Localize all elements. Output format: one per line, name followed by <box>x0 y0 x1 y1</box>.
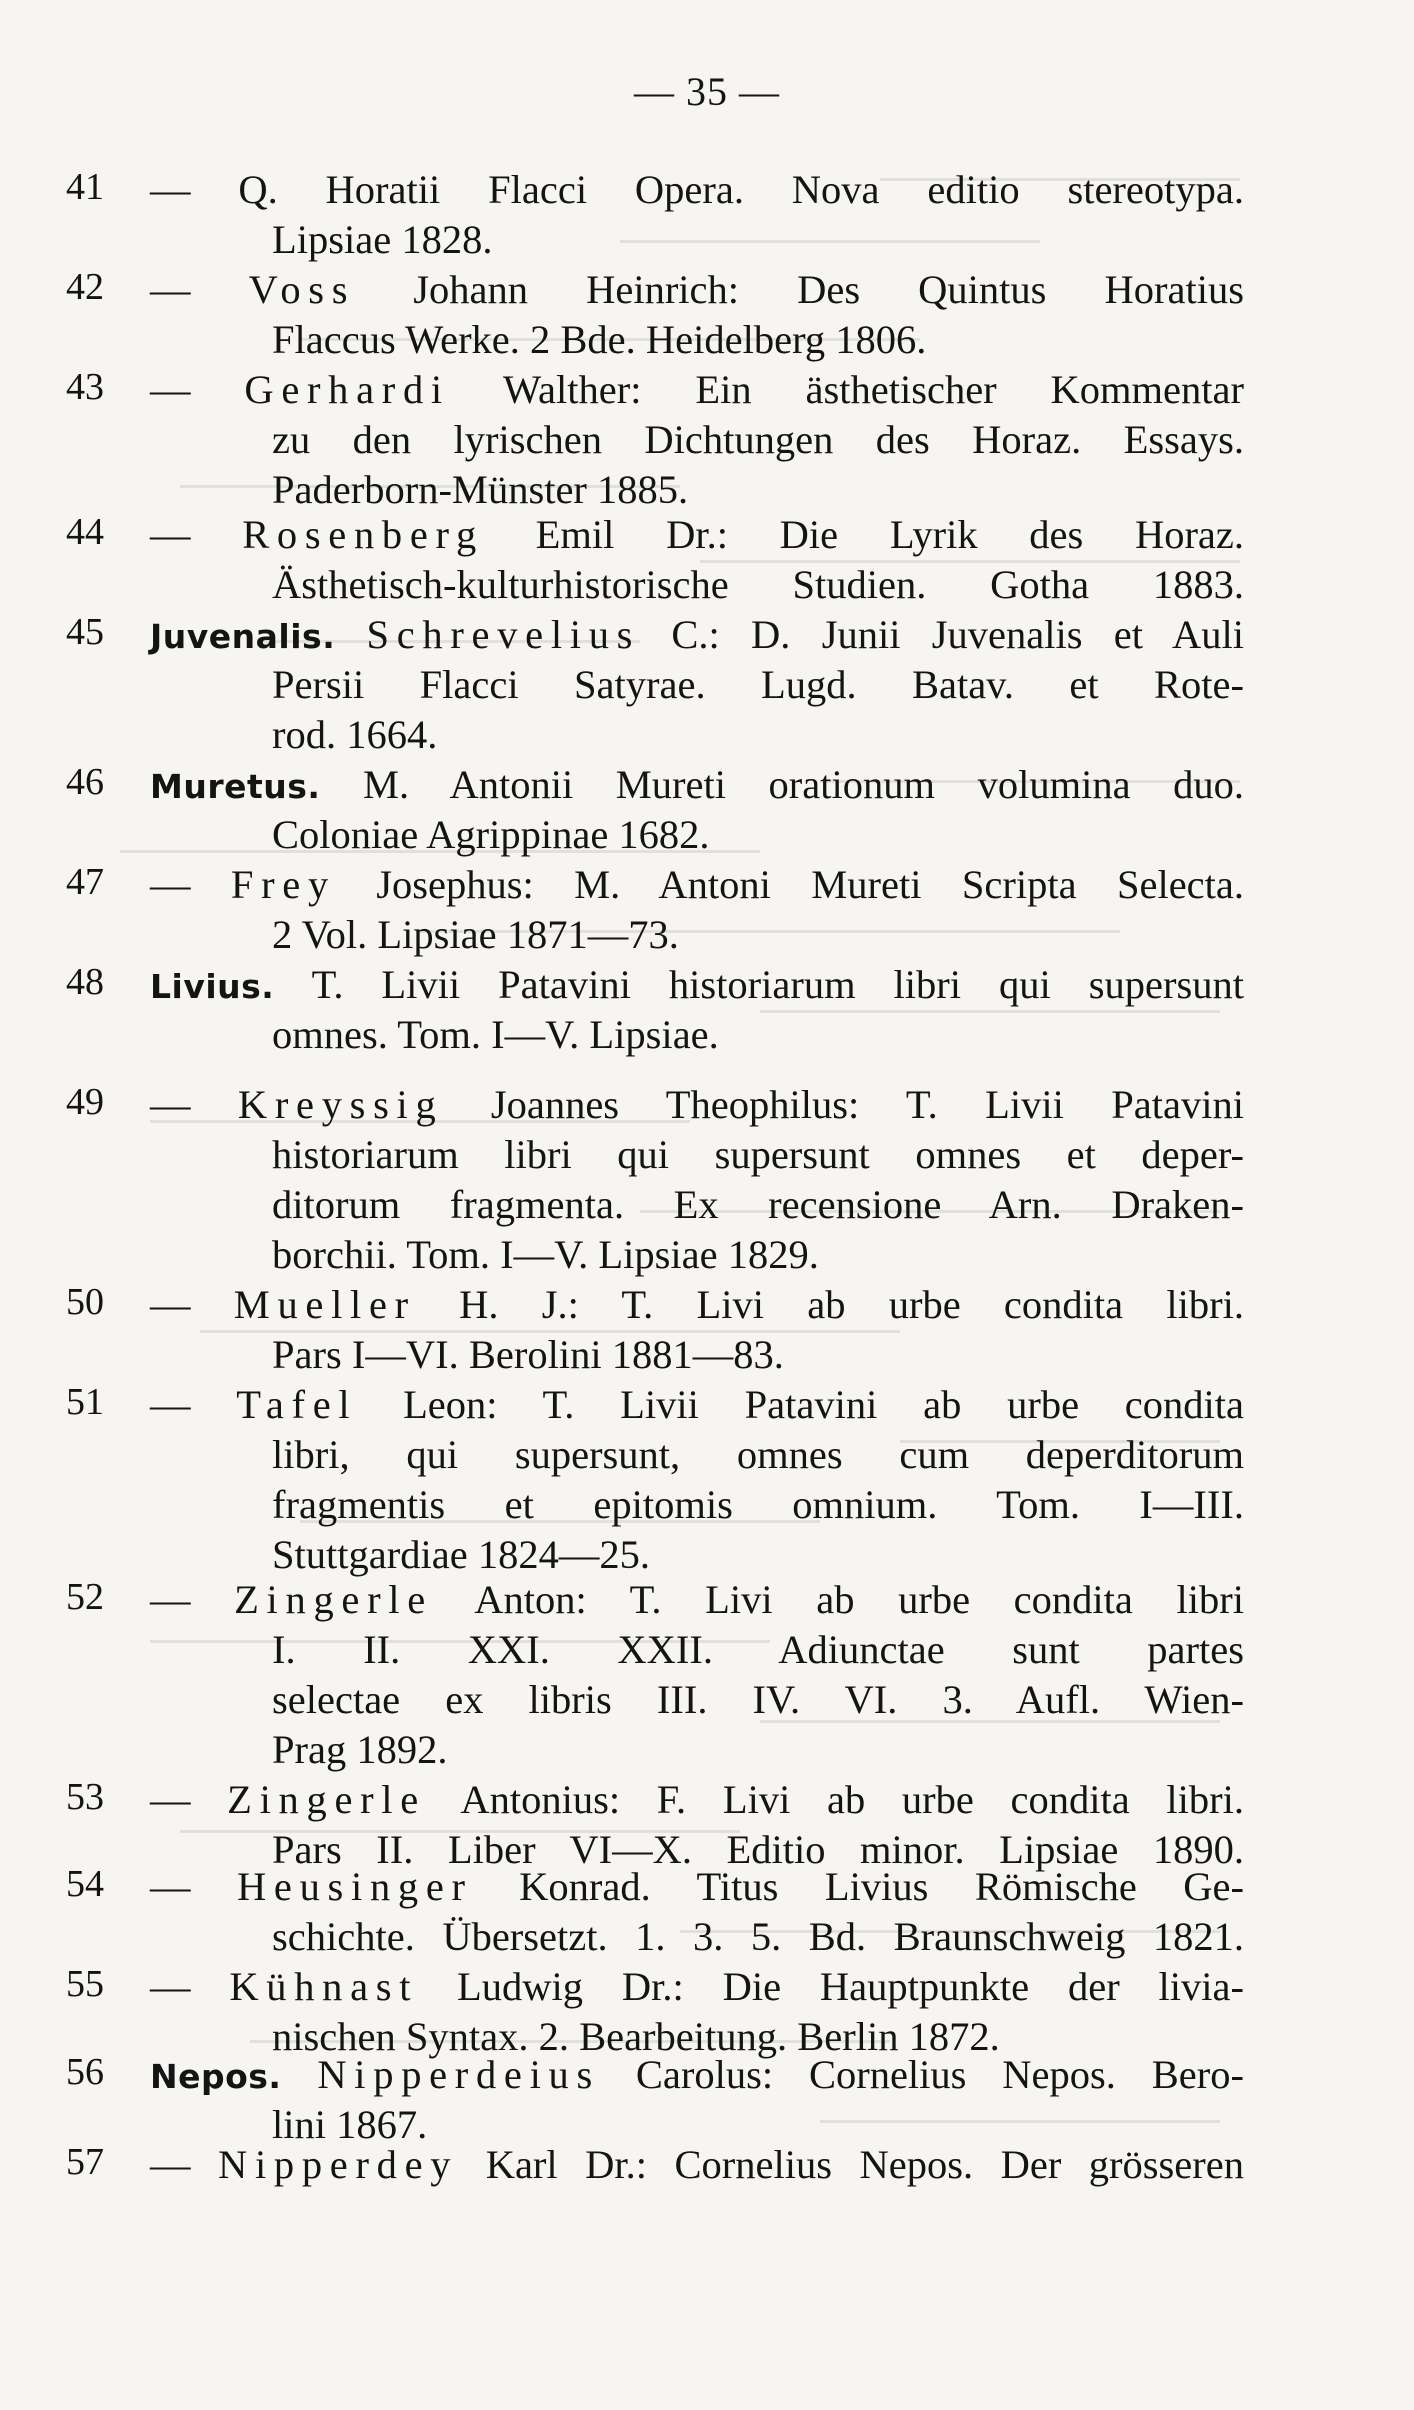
entry-number: 48 <box>66 961 104 1003</box>
entry-line: fragmentis et epitomis omnium. Tom. I—III. <box>272 1482 1244 1527</box>
entry-line: nischen Syntax. 2. Bearbeitung. Berlin 1872. <box>272 2014 1000 2059</box>
entry-number: 55 <box>66 1963 104 2005</box>
entry-text: Q. Horatii Flacci Opera. Nova editio stereotypa. <box>238 167 1244 212</box>
entry-number: 41 <box>66 166 104 208</box>
entry-line: historiarum libri qui supersunt omnes et deper- <box>272 1132 1244 1177</box>
entry-line: zu den lyrischen Dichtungen des Horaz. Essays. <box>272 417 1244 462</box>
entry-first-line <box>150 610 1244 660</box>
entry-line: schichte. Übersetzt. 1. 3. 5. Bd. Braunschweig 1821. <box>272 1914 1244 1959</box>
entry-number: 50 <box>66 1281 104 1323</box>
entry-first-line <box>150 2140 1244 2190</box>
entry-line: rod. 1664. <box>272 712 438 757</box>
entry-text: Joannes Theophilus: T. Livii Patavini <box>443 1082 1244 1127</box>
author-name: Schrevelius <box>366 612 641 657</box>
entry-line: Pars I—VI. Berolini 1881—83. <box>272 1332 784 1377</box>
entry-first-line <box>150 1862 1244 1912</box>
entry-text: Carolus: Cornelius Nepos. Bero- <box>599 2052 1244 2097</box>
entry-number: 51 <box>66 1381 104 1423</box>
author-name: Nipperdey <box>218 2142 459 2187</box>
dash: — <box>150 2142 191 2187</box>
entry-number: 43 <box>66 366 104 408</box>
dash: — <box>150 1382 191 1427</box>
author-name: Frey <box>230 862 336 907</box>
entry-text: Walther: Ein ästhetischer Kommentar <box>449 367 1244 412</box>
entry-text: Johann Heinrich: Des Quintus Horatius <box>355 267 1245 312</box>
entry-number: 42 <box>66 266 104 308</box>
entry-first-line <box>150 265 1244 315</box>
author-name: Mueller <box>233 1282 416 1327</box>
entry-line: Prag 1892. <box>272 1727 448 1772</box>
dash: — <box>150 1577 191 1622</box>
entry-line: omnes. Tom. I—V. Lipsiae. <box>272 1012 719 1057</box>
entry-text: T. Livii Patavini historiarum libri qui supersunt <box>274 962 1244 1007</box>
entry-first-line <box>150 365 1244 415</box>
entry-number: 52 <box>66 1576 104 1618</box>
entry-line: I. II. XXI. XXII. Adiunctae sunt partes <box>272 1627 1244 1672</box>
entry-first-line <box>150 1962 1244 2012</box>
entry-text: C.: D. Junii Juvenalis et Auli <box>640 612 1244 657</box>
entry-number: 49 <box>66 1081 104 1123</box>
dash: — <box>150 1964 191 2009</box>
author-name: Tafel <box>236 1382 358 1427</box>
entry-line: 2 Vol. Lipsiae 1871—73. <box>272 912 679 957</box>
entry-text: Josephus: M. Antoni Mureti Scripta Selecta. <box>335 862 1245 907</box>
entry-line: borchii. Tom. I—V. Lipsiae 1829. <box>272 1232 819 1277</box>
entry-text: Antonius: F. Livi ab urbe condita libri. <box>425 1777 1244 1822</box>
entry-first-line <box>150 1380 1244 1430</box>
entry-first-line <box>150 1280 1244 1330</box>
entry-first-line <box>150 1575 1244 1625</box>
section-heading: Juvenalis. <box>150 617 336 656</box>
page-number: — 35 — <box>634 69 780 114</box>
entry-line: Flaccus Werke. 2 Bde. Heidelberg 1806. <box>272 317 927 362</box>
author-name: Rosenberg <box>242 512 484 557</box>
entry-number: 56 <box>66 2051 104 2093</box>
entry-line: Lipsiae 1828. <box>272 217 493 262</box>
dash: — <box>150 1864 191 1909</box>
dash: — <box>150 862 191 907</box>
author-name: Heusinger <box>236 1864 473 1909</box>
entry-text: Karl Dr.: Cornelius Nepos. Der grösseren <box>458 2142 1244 2187</box>
entry-first-line <box>150 1080 1244 1130</box>
section-heading: Nepos. <box>150 2057 282 2096</box>
dash: — <box>150 1082 191 1127</box>
author-name: Gerhardi <box>244 367 450 412</box>
author-name: Nipperdeius <box>317 2052 600 2097</box>
entry-number: 54 <box>66 1863 104 1905</box>
entry-text: H. J.: T. Livi ab urbe condita libri. <box>415 1282 1245 1327</box>
author-name: Zingerle <box>227 1777 426 1822</box>
entry-text: Leon: T. Livii Patavini ab urbe condita <box>357 1382 1245 1427</box>
entry-first-line <box>150 1775 1244 1825</box>
entry-line: Ästhetisch-kulturhistorische Studien. Gotha 1883. <box>272 562 1244 607</box>
entry-first-line <box>150 510 1244 560</box>
entry-text: Ludwig Dr.: Die Hauptpunkte der livia- <box>418 1964 1244 2009</box>
author-name: Zingerle <box>234 1577 433 1622</box>
entry-number: 44 <box>66 511 104 553</box>
entry-line: Paderborn-Münster 1885. <box>272 467 689 512</box>
entry-first-line <box>150 2050 1244 2100</box>
author-name: Voss <box>248 267 356 312</box>
entry-text: Emil Dr.: Die Lyrik des Horaz. <box>483 512 1245 557</box>
dash: — <box>150 167 191 212</box>
author-name: Kreyssig <box>237 1082 444 1127</box>
entry-line: Persii Flacci Satyrae. Lugd. Batav. et Rote- <box>272 662 1244 707</box>
dash: — <box>150 367 191 412</box>
entry-text: Anton: T. Livi ab urbe condita libri <box>432 1577 1244 1622</box>
entry-line: libri, qui supersunt, omnes cum deperditorum <box>272 1432 1244 1477</box>
entry-first-line <box>150 760 1244 810</box>
entry-line: Coloniae Agrippinae 1682. <box>272 812 710 857</box>
entry-text: Konrad. Titus Livius Römische Ge- <box>472 1864 1244 1909</box>
entry-line: ditorum fragmenta. Ex recensione Arn. Draken- <box>272 1182 1244 1227</box>
dash: — <box>150 1282 191 1327</box>
section-heading: Livius. <box>150 967 275 1006</box>
entry-number: 47 <box>66 861 104 903</box>
entry-line: lini 1867. <box>272 2102 428 2147</box>
dash: — <box>150 1777 191 1822</box>
entry-first-line <box>150 960 1244 1010</box>
section-heading: Muretus. <box>150 767 321 806</box>
entry-first-line <box>150 165 1244 215</box>
entry-number: 57 <box>66 2141 104 2183</box>
author-name: Kühnast <box>229 1964 419 2009</box>
entry-number: 53 <box>66 1776 104 1818</box>
entry-line: selectae ex libris III. IV. VI. 3. Aufl. Wien- <box>272 1677 1244 1722</box>
entry-number: 45 <box>66 611 104 653</box>
dash: — <box>150 267 191 312</box>
entry-line: Stuttgardiae 1824—25. <box>272 1532 650 1577</box>
dash: — <box>150 512 191 557</box>
entry-text: M. Antonii Mureti orationum volumina duo. <box>320 762 1244 807</box>
entry-number: 46 <box>66 761 104 803</box>
entry-line: Pars II. Liber VI—X. Editio minor. Lipsiae 1890. <box>272 1827 1244 1872</box>
entry-first-line <box>150 860 1244 910</box>
